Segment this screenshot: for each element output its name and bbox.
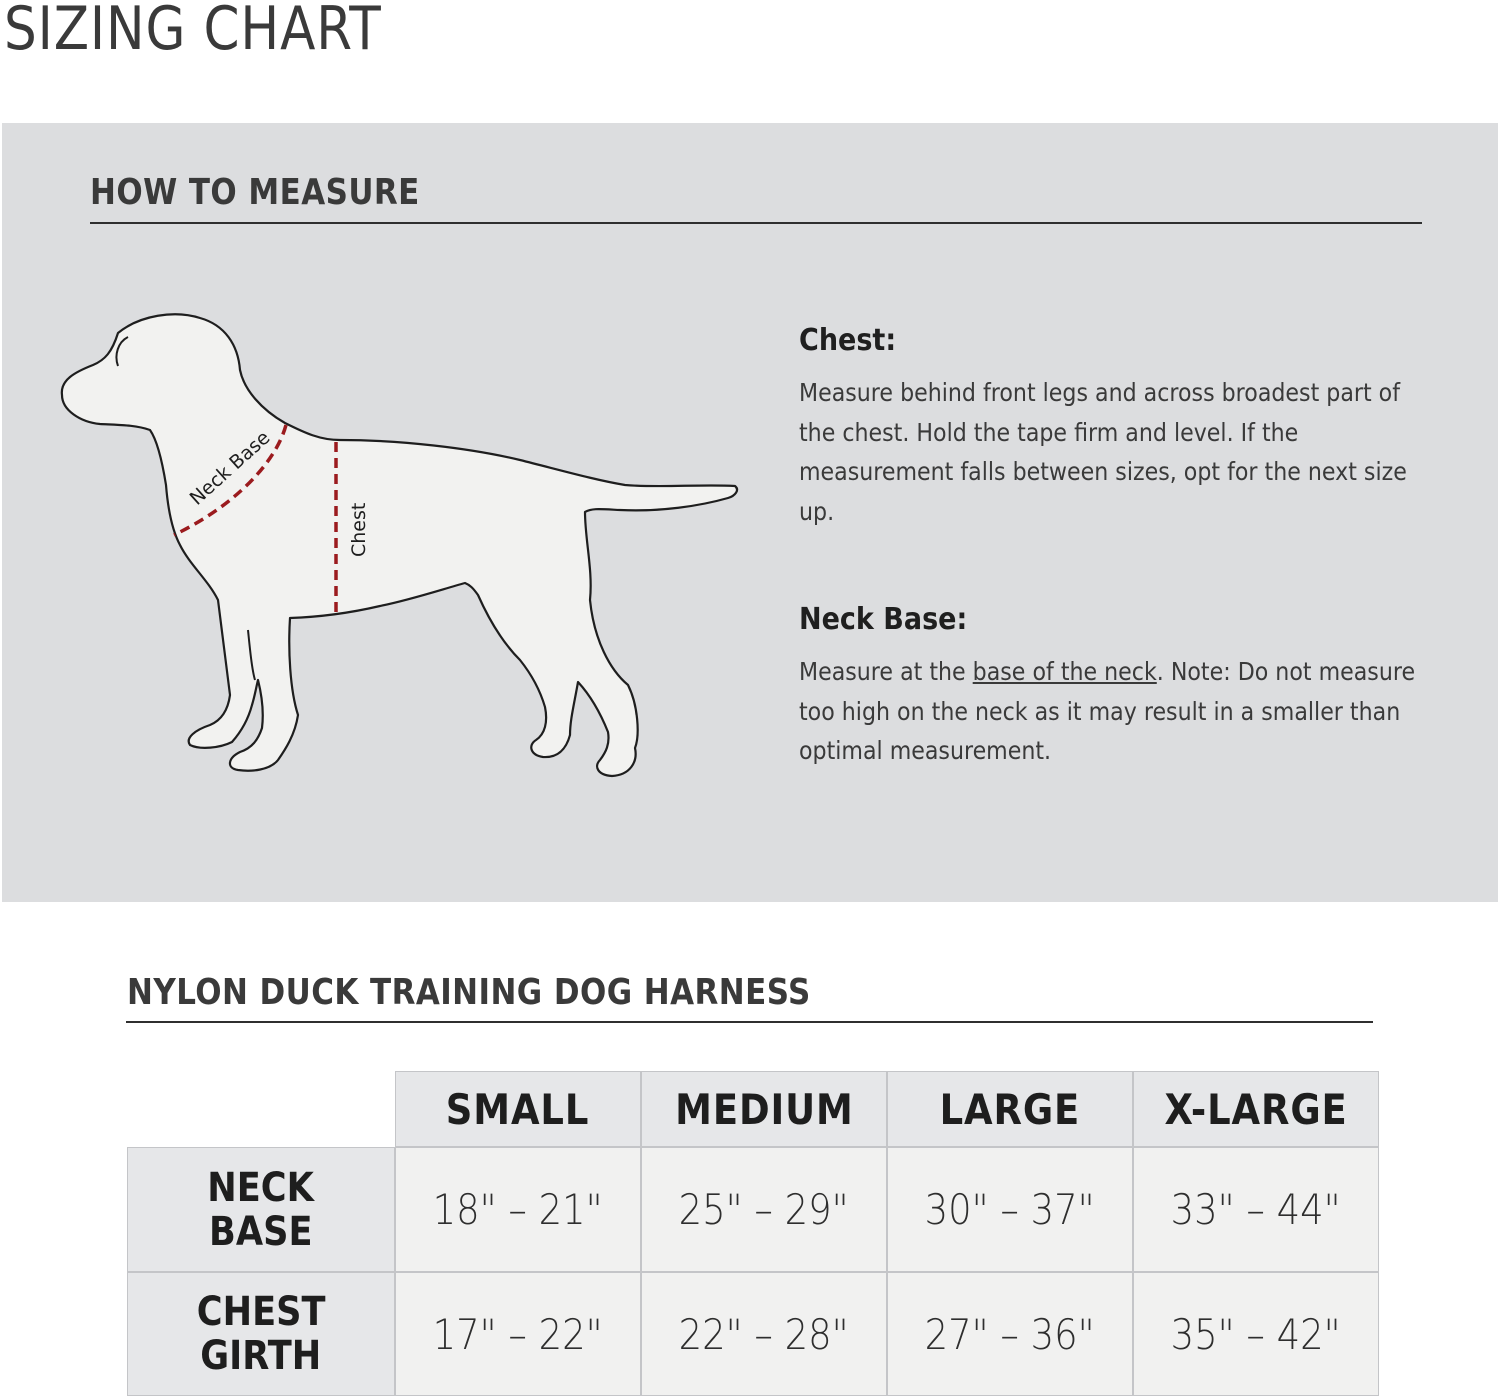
cell-neck-small: 18" – 21" [395,1147,641,1272]
neck-base-label: Neck Base [185,426,275,510]
base-of-neck-link[interactable]: base of the neck [972,657,1157,686]
how-to-measure-rule [90,222,1422,224]
chest-title: Chest: [799,323,897,358]
cell-chest-large: 27" – 36" [887,1272,1133,1396]
column-header-x-large: X-LARGE [1133,1071,1379,1147]
column-header-small: SMALL [395,1071,641,1147]
cell-neck-x-large: 33" – 44" [1133,1147,1379,1272]
chest-description: Measure behind front legs and across broadest part of the chest. Hold the tape firm and level. If the measurement falls between sizes, opt for the next size up. [799,378,1407,526]
chest-label: Chest [348,502,370,557]
cell-chest-medium: 22" – 28" [641,1272,887,1396]
neck-base-title: Neck Base: [799,602,968,637]
product-rule [126,1021,1373,1023]
cell-chest-x-large: 35" – 42" [1133,1272,1379,1396]
product-heading: NYLON DUCK TRAINING DOG HARNESS [127,972,811,1013]
dog-diagram [54,311,744,781]
size-table [126,1070,1380,1397]
column-header-large: LARGE [887,1071,1133,1147]
row-header-neck-base: NECK BASE [127,1147,395,1272]
row-header-chest-girth: CHEST GIRTH [127,1272,395,1396]
dog-silhouette [62,314,737,776]
column-header-medium: MEDIUM [641,1071,887,1147]
neck-base-description [799,652,1419,771]
table-corner [127,1071,395,1147]
cell-chest-small: 17" – 22" [395,1272,641,1396]
neck-base-text-before: Measure at the [799,657,973,686]
table-row-chest-girth [127,1272,1379,1396]
cell-neck-large: 30" – 37" [887,1147,1133,1272]
cell-neck-medium: 25" – 29" [641,1147,887,1272]
page-title: SIZING CHART [4,0,382,64]
table-row-neck-base [127,1147,1379,1272]
neck-base-text-after: . Note: Do not measure too high on the neck as it may result in a smaller than optimal measurement. [799,657,1416,765]
how-to-measure-heading: HOW TO MEASURE [90,172,420,213]
